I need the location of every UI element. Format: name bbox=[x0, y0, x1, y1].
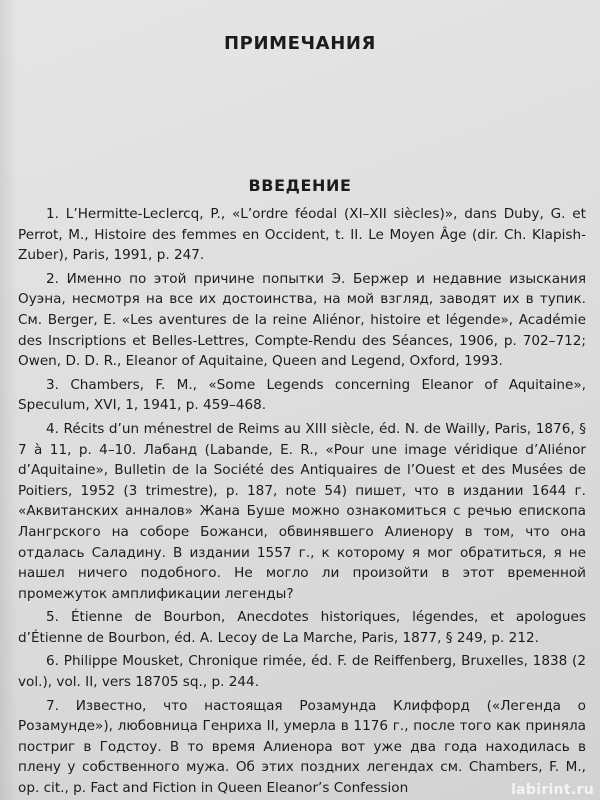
section-title: ВВЕДЕНИЕ bbox=[248, 176, 352, 195]
page-title: ПРИМЕЧАНИЯ bbox=[224, 33, 376, 54]
note-2: 2. Именно по этой причине попытки Э. Бержер и недавние изыскания Оуэна, несмотря на все их достоинства, на мой взгляд, заводят их в тупик. См. Berger, E. «Les aventures de la reine Aliénor, histoire et légende», Académie des Inscriptions et Belles-Lettres, Compte-Rendu des Séances, 1906, p. 702–712; Owen, D. D. R., Eleanor of Aquitaine, Queen and Legend, Oxford, 1993. bbox=[18, 270, 586, 370]
note-5: 5. Étienne de Bourbon, Anecdotes historiques, légendes, et apologues d’Étienne de Bourbon, éd. A. Lecoy de La Marche, Paris, 1877, § 249, p. 212. bbox=[18, 609, 586, 646]
note-4: 4. Récits d’un ménestrel de Reims au XIII siècle, éd. N. de Wailly, Paris, 1876, § 7 à 11, p. 4–10. Лабанд (Labande, E. R., «Pour une image véridique d’Aliénor d’Aquitaine», Bulletin de la Société des Antiquaires de l’Ouest et des Musées de Poitiers, 1952 (3 trimestre), p. 187, note 54) пишет, что в издании 1644 г. «Аквитанских анналов» Жана Буше можно ознакомиться с речью епископа Лангрского на соборе Божанси, обвинявшего Алиенору в том, что она отдалась Саладину. В издании 1557 г., к которому я мог обратиться, я не нашел ничего подобного. Не могло ли произойти в этот временной промежуток амплификации легенды? bbox=[18, 420, 586, 602]
watermark: labirint.ru bbox=[511, 782, 594, 798]
note-6: 6. Philippe Mousket, Chronique rimée, éd. F. de Reiffenberg, Bruxelles, 1838 (2 vol.), vol. II, vers 18705 sq., p. 244. bbox=[18, 653, 586, 691]
note-7: 7. Известно, что настоящая Розамунда Клиффорд («Легенда о Розамунде»), любовница Генриха II, умерла в 1176 г., после того как приняла постриг в Годстоу. В то время Алиенора вот уже два года находилась в плену у собственного мужа. Об этих поздних легендах см. Chambers, F. M., op. cit., p. Fact and Fiction in Queen Eleanor’s Confession bbox=[18, 697, 586, 797]
notes-list bbox=[18, 204, 586, 800]
page-shadow bbox=[0, 0, 18, 800]
note-1: 1. L’Hermitte-Leclercq, P., «L’ordre féodal (XI–XII siècles)», dans Duby, G. et Perrot, M., Histoire des femmes en Occident, t. II. Le Moyen Âge (dir. Ch. Klapish-Zuber), Paris, 1991, p. 247. bbox=[18, 206, 586, 264]
note-3: 3. Chambers, F. M., «Some Legends concerning Eleanor of Aquitaine», Speculum, XVI, 1, 1941, p. 459–468. bbox=[18, 376, 586, 414]
